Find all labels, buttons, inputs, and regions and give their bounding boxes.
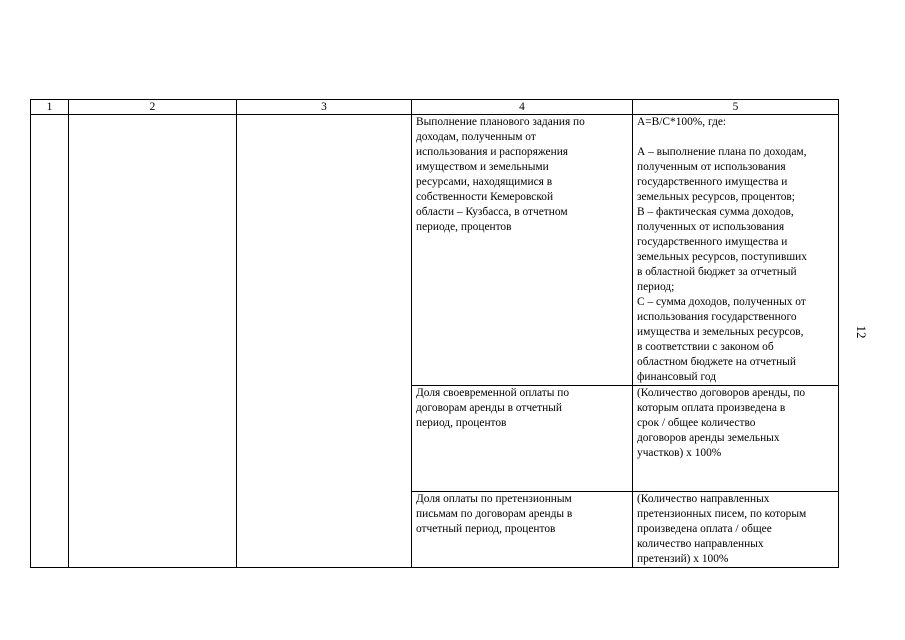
column-header-1: 1	[31, 100, 69, 115]
table-row	[31, 115, 839, 386]
indicator-cell: Доля оплаты по претензионным письмам по договорам аренды в отчетный период, процентов	[412, 492, 633, 568]
indicator-cell: Доля своевременной оплаты по договорам аренды в отчетный период, процентов	[412, 386, 633, 492]
table-header	[31, 100, 839, 115]
column-3-cell	[237, 115, 412, 568]
formula-cell: (Количество договоров аренды, по которым оплата произведена в срок / общее количество договоров аренды земельных участков) х 100%	[633, 386, 839, 492]
formula-cell: А=В/С*100%, где: А – выполнение плана по доходам, полученным от использования государственного имущества и земельных ресурсов, процентов; В – фактическая сумма доходов, полученных от использования государственного имущества и земельных ресурсов, поступивших в областной бюджет за отчетный период; С – сумма доходов, полученных от использования государственного имущества и земельных ресурсов, в соответствии с законом об областном бюджете на отчетный финансовый год	[633, 115, 839, 386]
indicator-cell: Выполнение планового задания по доходам, полученным от использования и распоряжения имуществом и земельными ресурсами, находящимися в собственности Кемеровской области – Кузбасса, в отчетном периоде, процентов	[412, 115, 633, 386]
indicators-table	[30, 99, 839, 568]
formula-cell: (Количество направленных претензионных писем, по которым произведена оплата / общее количество направленных претензий) х 100%	[633, 492, 839, 568]
page-number: 12	[854, 325, 869, 339]
column-2-cell	[69, 115, 237, 568]
table-body	[31, 115, 839, 568]
column-header-3: 3	[237, 100, 412, 115]
column-header-5: 5	[633, 100, 839, 115]
column-header-4: 4	[412, 100, 633, 115]
column-1-cell	[31, 115, 69, 568]
column-header-2: 2	[69, 100, 237, 115]
header-row	[31, 100, 839, 115]
